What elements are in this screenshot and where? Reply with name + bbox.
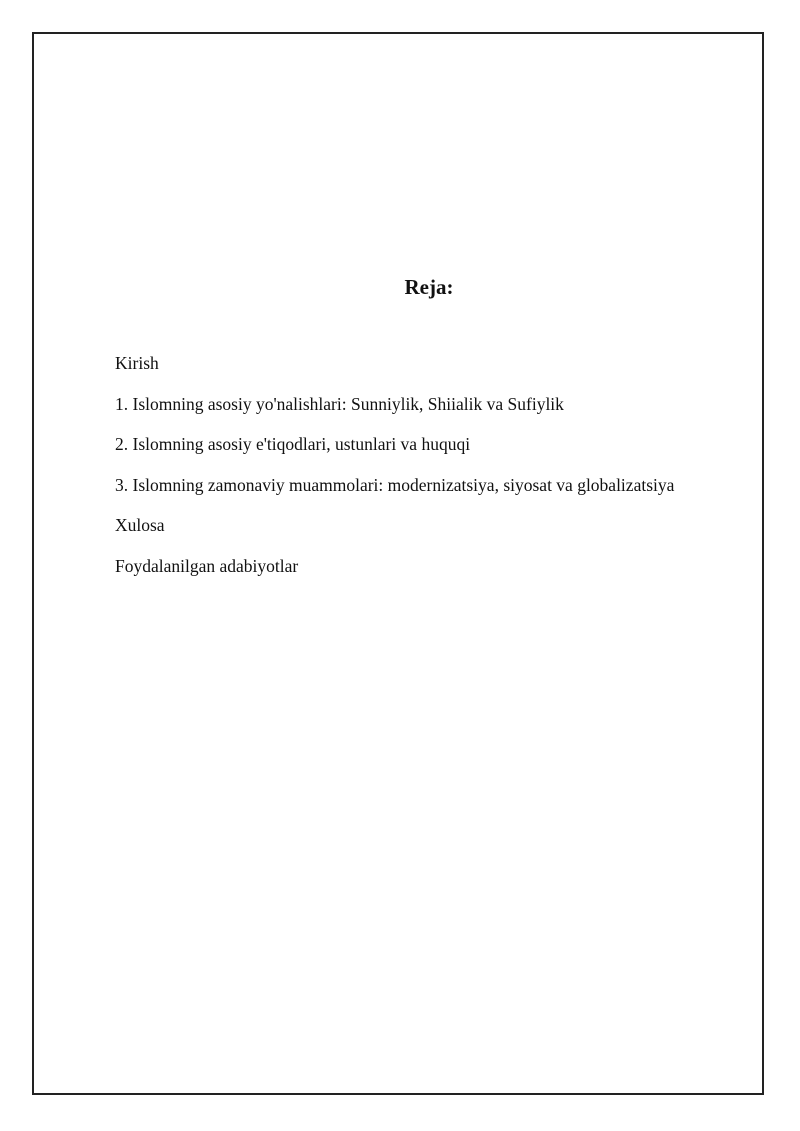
plan-item-introduction: Kirish — [115, 353, 159, 373]
plan-item-references: Foydalanilgan adabiyotlar — [115, 555, 299, 576]
plan-item-conclusion: Xulosa — [115, 515, 165, 535]
plan-item-1: 1. Islomning asosiy yo'nalishlari: Sunniylik, Shiialik va Sufiylik — [115, 393, 564, 414]
page-title: Reja: — [404, 275, 454, 299]
plan-list — [115, 352, 674, 595]
plan-item-3: 3. Islomning zamonaviy muammolari: modernizatsiya, siyosat va globalizatsiya — [115, 474, 675, 495]
plan-item-2: 2. Islomning asosiy e'tiqodlari, ustunlari va huquqi — [115, 434, 471, 454]
